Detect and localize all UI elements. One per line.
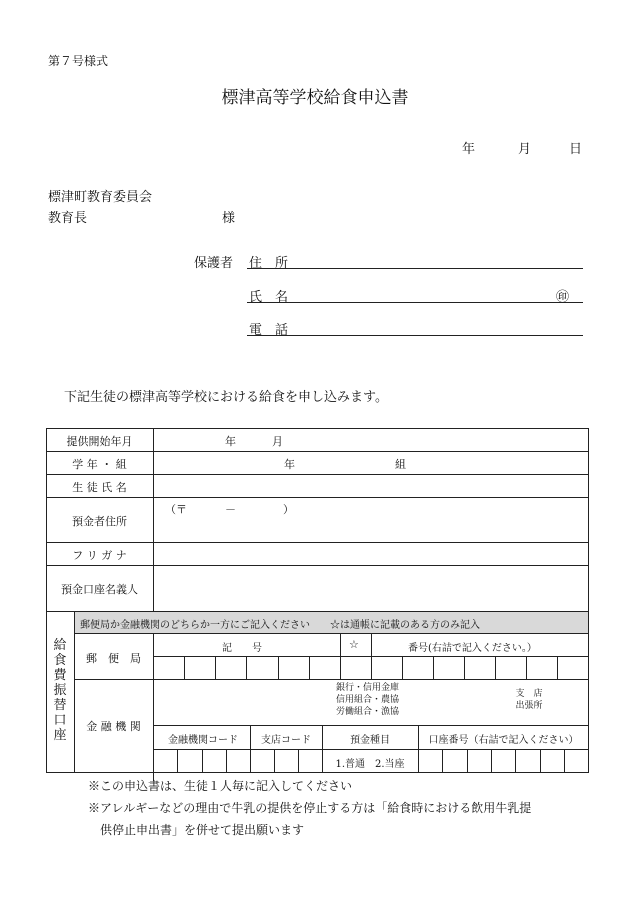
date-day-label: 日 bbox=[569, 142, 583, 157]
account-section-divider bbox=[74, 611, 75, 773]
account-holder-label: 預金口座名義人 bbox=[61, 583, 138, 596]
depositor-address-label: 預金者住所 bbox=[72, 515, 127, 528]
addressee-board: 標津町教育委員会 bbox=[48, 190, 153, 205]
account-number-label: 口座番号（右詰で記入ください） bbox=[428, 735, 579, 746]
postal-open: （〒 bbox=[165, 503, 187, 516]
account-section-label: 給 食 費 振 替 口 座 bbox=[53, 638, 67, 743]
symbol-label: 記 号 bbox=[222, 643, 262, 654]
furigana-label: フ リ ガ ナ bbox=[72, 549, 127, 562]
application-statement: 下記生徒の標津高等学校における給食を申し込みます。 bbox=[64, 390, 388, 405]
label-column-divider bbox=[153, 428, 154, 611]
start-month-label: 提供開始年月 bbox=[66, 435, 133, 448]
account-note: 郵便局か金融機関のどちらか一方にご記入ください ☆は通帳に記載のある方のみ記入 bbox=[80, 620, 480, 631]
guardian-name-line[interactable] bbox=[247, 302, 583, 303]
deposit-type-options[interactable]: 1.普通 2.当座 bbox=[335, 759, 405, 770]
date-year-label: 年 bbox=[462, 142, 476, 157]
guardian-phone-line[interactable] bbox=[247, 335, 583, 336]
seal-mark: ㊞ bbox=[556, 290, 570, 305]
bank-code-label: 金融機関コード bbox=[168, 735, 238, 746]
footnote-2: ※アレルギーなどの理由で牛乳の提供を停止する方は「給食時における飲用牛乳提 bbox=[88, 801, 532, 815]
start-month-unit: 月 bbox=[272, 435, 283, 448]
addressee-honorific: 様 bbox=[222, 211, 236, 226]
guardian-address-line[interactable] bbox=[247, 268, 583, 269]
grade-year-unit: 年 bbox=[284, 458, 295, 471]
date-month-label: 月 bbox=[518, 142, 532, 157]
student-name-label: 生 徒 氏 名 bbox=[72, 481, 127, 494]
postal-close: ） bbox=[283, 503, 294, 516]
number-label: 番号(右詰で記入ください。） bbox=[408, 643, 537, 654]
branch-type-options: 支 店 出張所 bbox=[515, 689, 543, 711]
grade-class-unit: 組 bbox=[395, 458, 406, 471]
footnote-3: 供停止申出書」を併せて提出願います bbox=[100, 823, 305, 837]
postal-dash: － bbox=[225, 503, 236, 516]
grade-class-label: 学 年 ・ 組 bbox=[72, 458, 127, 471]
start-year-unit: 年 bbox=[225, 435, 236, 448]
branch-code-label: 支店コード bbox=[261, 735, 311, 746]
guardian-label: 保護者 bbox=[194, 256, 234, 271]
deposit-type-label: 預金種目 bbox=[350, 735, 390, 746]
guardian-phone-label: 電 話 bbox=[249, 323, 289, 338]
bank-type-options: 銀行・信用金庫 信用組合・農協 労働組合・漁協 bbox=[336, 683, 400, 717]
guardian-address-label: 住 所 bbox=[249, 256, 289, 271]
addressee-superintendent: 教育長 bbox=[48, 211, 88, 226]
bank-label: 金 融 機 関 bbox=[86, 720, 141, 733]
guardian-name-label: 氏 名 bbox=[249, 290, 289, 305]
star-mark: ☆ bbox=[349, 638, 359, 651]
form-number: 第７号様式 bbox=[48, 54, 109, 68]
post-office-label: 郵 便 局 bbox=[86, 652, 141, 665]
page-title: 標津高等学校給食申込書 bbox=[221, 88, 409, 108]
footnote-1: ※この申込書は、生徒１人毎に記入してください bbox=[88, 779, 353, 793]
